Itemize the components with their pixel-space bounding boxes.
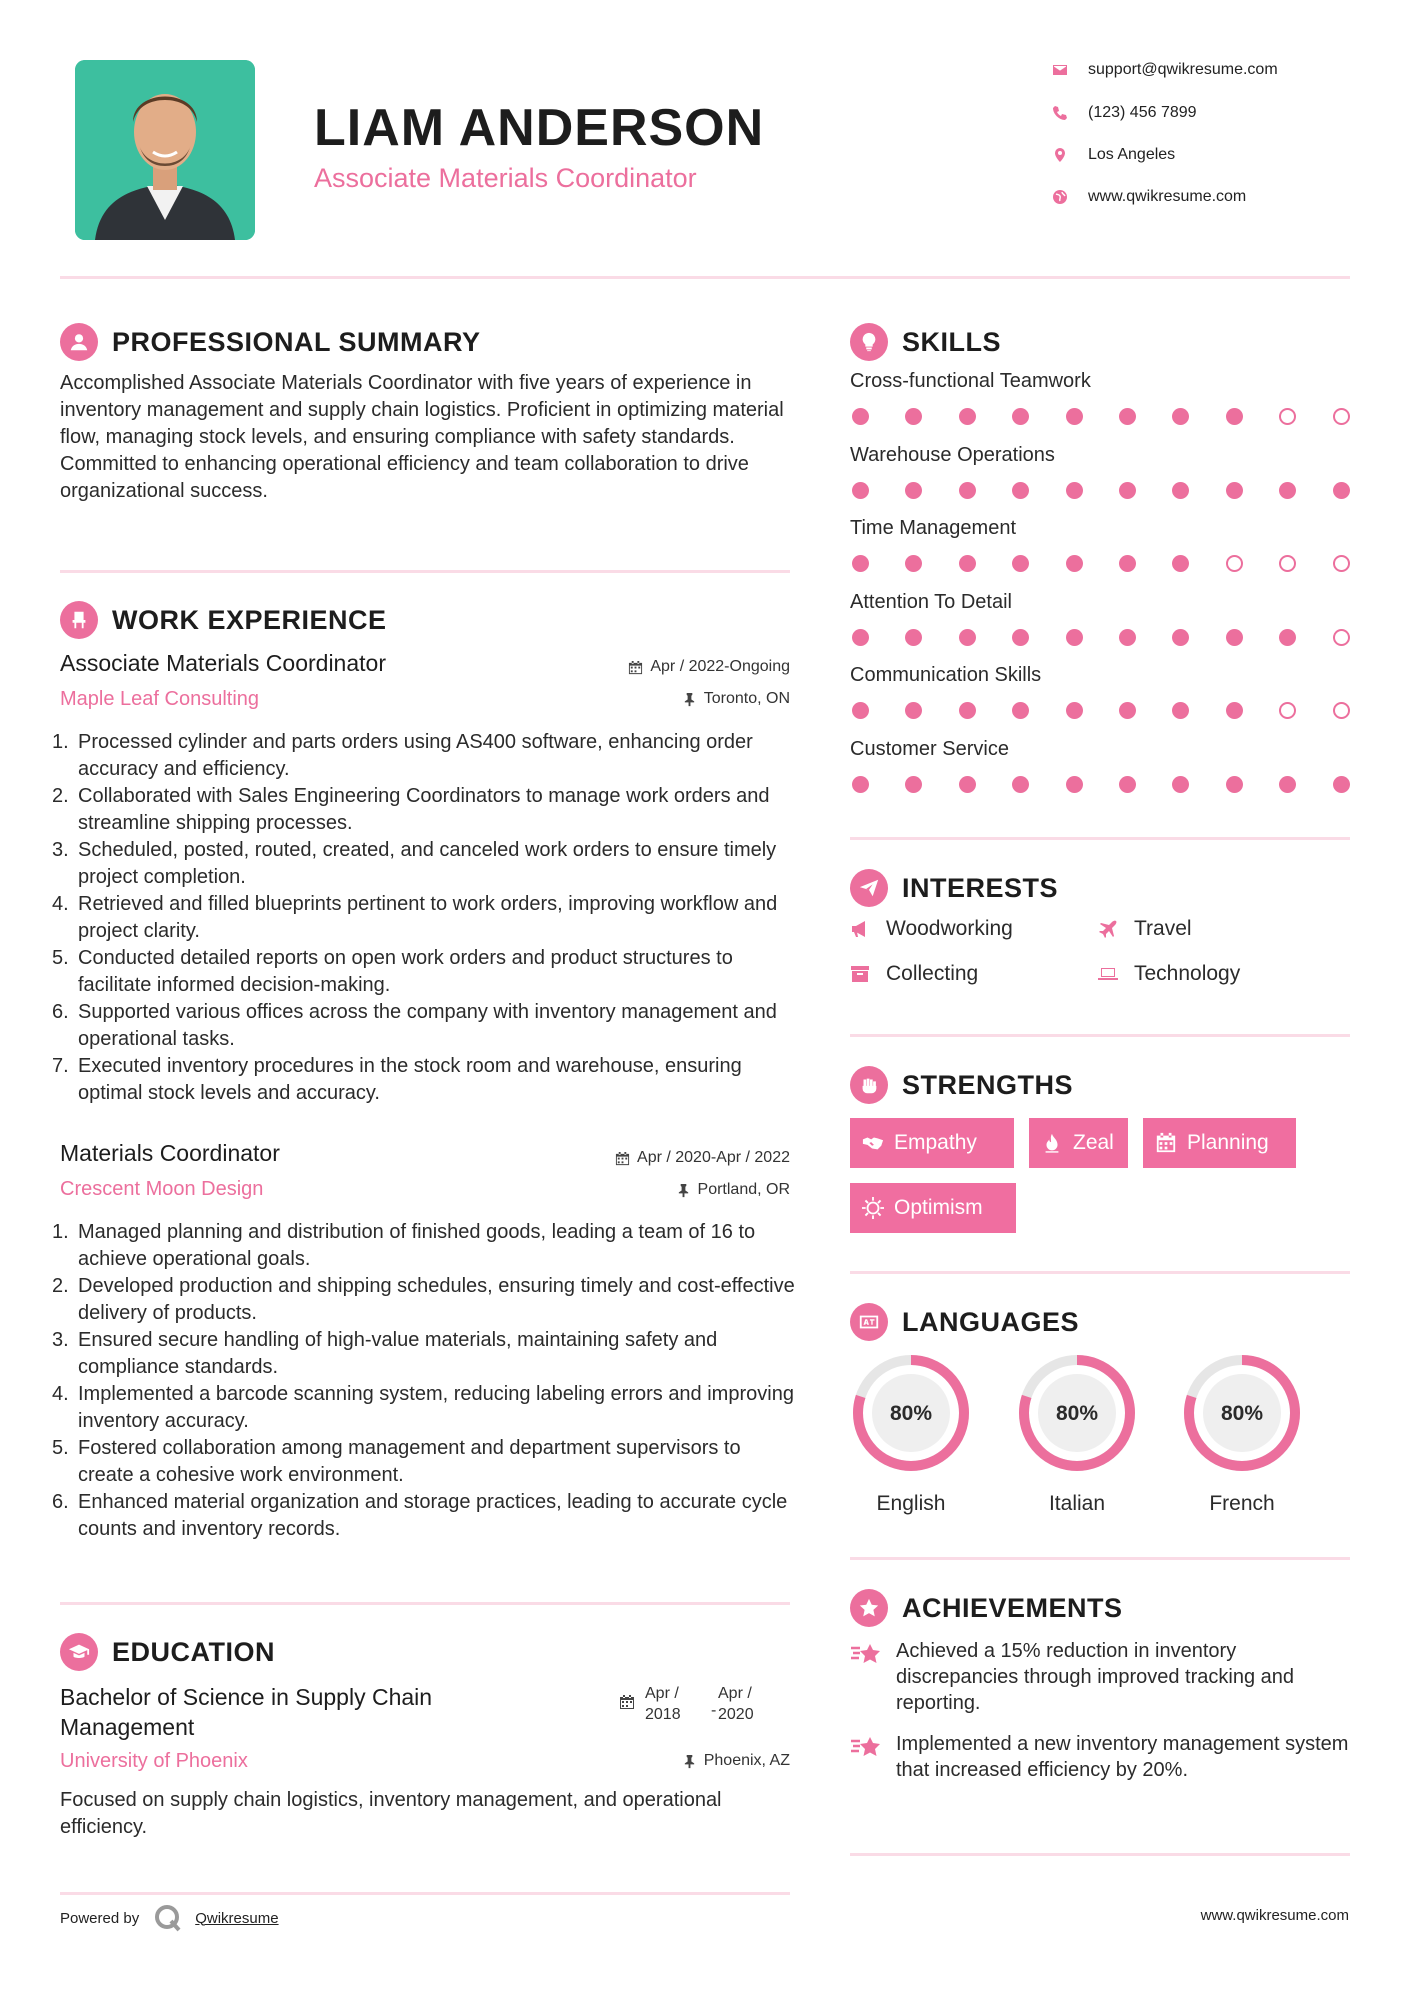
rating-dot-filled xyxy=(1226,776,1243,793)
rating-dot-filled xyxy=(959,776,976,793)
rating-dot-filled xyxy=(852,629,869,646)
rating-dot-filled xyxy=(852,408,869,425)
achievements-divider xyxy=(850,1853,1350,1856)
education-divider xyxy=(60,1892,790,1895)
degree-title xyxy=(60,1682,432,1742)
rating-dot-filled xyxy=(905,408,922,425)
language-percent: 80% xyxy=(889,1402,933,1425)
education-location: Phoenix, AZ xyxy=(682,1752,790,1770)
list-item: 2. Developed production and shipping schedules, ensuring timely and cost-effective delivery of products. xyxy=(52,1275,795,1324)
degree-line-2: Management xyxy=(60,1714,195,1740)
summary-text: Accomplished Associate Materials Coordinator with five years of experience in inventory management and supply chain logistics. Proficient in optimizing material flow, managing stock levels, and ensuring compliance with safety standards. Committed to enhancing operational efficiency and team collaboration to drive organizational success. xyxy=(60,372,784,502)
skill-name: Communication Skills xyxy=(850,664,1042,686)
skill-name: Customer Service xyxy=(850,737,1009,760)
rating-dot-filled xyxy=(905,629,922,646)
laptop-icon xyxy=(1098,964,1118,984)
job-location: Portland, OR xyxy=(676,1181,790,1199)
pin-icon xyxy=(682,1754,697,1769)
rating-dot-filled xyxy=(852,776,869,793)
list-item: 5. Conducted detailed reports on open work orders and product structures to facilitate informed decision-making. xyxy=(52,947,733,996)
interest-item: Collecting xyxy=(850,962,978,986)
strengths-divider xyxy=(850,1271,1350,1274)
calendar-icon xyxy=(628,660,643,675)
date-dash: - xyxy=(711,1702,717,1719)
rating-dot-filled xyxy=(1066,555,1083,572)
rating-dot-empty xyxy=(1226,555,1243,572)
graduation-icon xyxy=(60,1633,98,1671)
job-title: Materials Coordinator xyxy=(60,1140,280,1166)
rating-dot-filled xyxy=(905,555,922,572)
calendar-icon xyxy=(1155,1132,1177,1154)
shooting-star-icon xyxy=(850,1640,884,1668)
lightbulb-icon xyxy=(850,323,888,361)
achievements-heading: ACHIEVEMENTS xyxy=(850,1589,1123,1627)
skill-rating xyxy=(852,482,1350,499)
list-item: 1. Managed planning and distribution of finished goods, leading a team of 16 to achieve operational goals. xyxy=(52,1221,756,1270)
profile-photo xyxy=(75,60,255,240)
skills-heading: SKILLS xyxy=(850,323,1001,361)
contact-email-text: support@qwikresume.com xyxy=(1088,61,1278,78)
list-item: 6. Enhanced material organization and storage practices, leading to accurate cycle counts and inventory records. xyxy=(52,1491,788,1540)
list-item: 6. Supported various offices across the company with inventory management and operational tasks. xyxy=(52,1001,777,1050)
location-pin-icon xyxy=(1050,147,1088,163)
language-name: English xyxy=(876,1492,946,1515)
job-title: Associate Materials Coordinator xyxy=(60,650,386,676)
shooting-star-icon xyxy=(850,1733,884,1761)
education-end-date: Apr / 2020 xyxy=(718,1685,754,1723)
rating-dot-filled xyxy=(1012,482,1029,499)
fire-icon xyxy=(1041,1132,1063,1154)
strength-badge: Planning xyxy=(1143,1118,1296,1168)
contact-phone[interactable] xyxy=(1050,98,1197,128)
languages-divider xyxy=(850,1557,1350,1560)
rating-dot-filled xyxy=(1226,408,1243,425)
language-name: Italian xyxy=(1048,1492,1106,1515)
interest-item: Travel xyxy=(1098,917,1192,941)
candidate-title: Associate Materials Coordinator xyxy=(314,163,697,193)
degree-line-1: Bachelor of Science in Supply Chain xyxy=(60,1684,433,1710)
rating-dot-filled xyxy=(1012,629,1029,646)
job-company: Maple Leaf Consulting xyxy=(60,688,260,710)
achievement-item: Implemented a new inventory management system that increased efficiency by 20%. xyxy=(850,1731,1350,1783)
interest-item: Woodworking xyxy=(850,917,1013,941)
qwikresume-logo-icon xyxy=(153,1903,183,1933)
strength-badge: Zeal xyxy=(1029,1118,1128,1168)
rating-dot-filled xyxy=(959,629,976,646)
rating-dot-filled xyxy=(1119,702,1136,719)
contact-website[interactable] xyxy=(1050,182,1246,212)
rating-dot-filled xyxy=(1172,555,1189,572)
summary-divider xyxy=(60,570,790,573)
star-badge-icon xyxy=(850,1589,888,1627)
rating-dot-filled xyxy=(959,482,976,499)
rating-dot-filled xyxy=(1172,408,1189,425)
skill-name: Warehouse Operations xyxy=(850,443,1055,466)
rating-dot-filled xyxy=(1172,776,1189,793)
plane-icon xyxy=(1098,919,1118,939)
list-item: 4. Implemented a barcode scanning system, reducing labeling errors and improving inventory accuracy. xyxy=(52,1383,794,1432)
archive-box-icon xyxy=(850,964,870,984)
experience-divider xyxy=(60,1602,790,1605)
strength-badge: Empathy xyxy=(850,1118,1014,1168)
mail-icon xyxy=(1050,62,1088,78)
fist-icon xyxy=(850,1066,888,1104)
rating-dot-filled xyxy=(959,408,976,425)
rating-dot-filled xyxy=(1012,555,1029,572)
rating-dot-filled xyxy=(1226,629,1243,646)
rating-dot-filled xyxy=(1066,702,1083,719)
list-item: 3. Scheduled, posted, routed, created, and canceled work orders to ensure timely project completion. xyxy=(52,839,777,888)
strengths-heading: STRENGTHS xyxy=(850,1066,1073,1104)
contact-email[interactable] xyxy=(1050,55,1278,85)
achievement-item: Achieved a 15% reduction in inventory discrepancies through improved tracking and reporting. xyxy=(850,1638,1350,1716)
handshake-icon xyxy=(862,1132,884,1154)
skills-divider xyxy=(850,837,1350,840)
rating-dot-empty xyxy=(1279,702,1296,719)
rating-dot-filled xyxy=(1066,408,1083,425)
rating-dot-filled xyxy=(1226,482,1243,499)
rating-dot-filled xyxy=(1279,629,1296,646)
rating-dot-filled xyxy=(959,702,976,719)
skill-rating xyxy=(852,555,1350,572)
job-dates: Apr / 2022-Ongoing xyxy=(628,658,790,676)
rating-dot-empty xyxy=(1333,408,1350,425)
rating-dot-filled xyxy=(1119,776,1136,793)
rating-dot-filled xyxy=(1012,702,1029,719)
list-item: 5. Fostered collaboration among management and department supervisors to create a cohesive work environment. xyxy=(52,1437,741,1486)
rating-dot-filled xyxy=(1119,482,1136,499)
job-dates: Apr / 2020-Apr / 2022 xyxy=(615,1149,790,1167)
contact-website-text: www.qwikresume.com xyxy=(1088,188,1247,205)
skill-rating xyxy=(852,702,1350,719)
summary-heading: PROFESSIONAL SUMMARY xyxy=(60,323,481,361)
contact-phone-text: (123) 456 7899 xyxy=(1088,104,1197,121)
rating-dot-filled xyxy=(1066,482,1083,499)
rating-dot-empty xyxy=(1333,555,1350,572)
job-bullets xyxy=(52,1219,795,1543)
rating-dot-empty xyxy=(1333,629,1350,646)
list-item: 3. Ensured secure handling of high-value materials, maintaining safety and compliance standards. xyxy=(52,1329,718,1378)
rating-dot-filled xyxy=(1119,408,1136,425)
rating-dot-filled xyxy=(905,702,922,719)
rating-dot-filled xyxy=(1172,702,1189,719)
interests-divider xyxy=(850,1034,1350,1037)
list-item: 7. Executed inventory procedures in the stock room and warehouse, ensuring optimal stock levels and accuracy. xyxy=(52,1055,742,1104)
language-percent: 80% xyxy=(1055,1402,1099,1425)
calendar-icon xyxy=(615,1151,630,1166)
contact-location xyxy=(1050,140,1175,170)
rating-dot-filled xyxy=(1333,776,1350,793)
rating-dot-filled xyxy=(905,776,922,793)
school-name: University of Phoenix xyxy=(60,1750,248,1772)
skill-rating xyxy=(852,629,1350,646)
rating-dot-filled xyxy=(1066,776,1083,793)
job-location: Toronto, ON xyxy=(682,690,790,708)
candidate-name: LIAM ANDERSON xyxy=(314,99,765,157)
rating-dot-filled xyxy=(959,555,976,572)
job-company: Crescent Moon Design xyxy=(60,1178,264,1200)
rating-dot-filled xyxy=(1012,776,1029,793)
chair-icon xyxy=(60,601,98,639)
rating-dot-empty xyxy=(1333,702,1350,719)
rating-dot-filled xyxy=(1172,482,1189,499)
rating-dot-filled xyxy=(852,555,869,572)
experience-heading: WORK EXPERIENCE xyxy=(60,601,387,639)
education-heading: EDUCATION xyxy=(60,1633,275,1671)
rating-dot-filled xyxy=(1279,482,1296,499)
pin-icon xyxy=(676,1183,691,1198)
calendar-icon xyxy=(619,1694,635,1715)
rating-dot-filled xyxy=(1226,702,1243,719)
list-item: 4. Retrieved and filled blueprints pertinent to work orders, improving workflow and project clarity. xyxy=(52,893,778,942)
language-progress-ring xyxy=(850,1352,972,1474)
rating-dot-filled xyxy=(852,482,869,499)
rating-dot-filled xyxy=(1279,776,1296,793)
rating-dot-filled xyxy=(1333,482,1350,499)
skill-rating xyxy=(852,408,1350,425)
list-item: 2. Collaborated with Sales Engineering Coordinators to manage work orders and streamline shipping processes. xyxy=(52,785,770,834)
contact-location-text: Los Angeles xyxy=(1088,146,1176,163)
skill-name: Attention To Detail xyxy=(850,590,1012,613)
skill-rating xyxy=(852,776,1350,793)
job-bullets xyxy=(52,729,790,1107)
megaphone-icon xyxy=(850,919,870,939)
languages-heading: LANGUAGES xyxy=(850,1303,1079,1341)
education-text: Focused on supply chain logistics, inventory management, and operational efficiency. xyxy=(60,1789,722,1838)
strength-badge: Optimism xyxy=(850,1183,1016,1233)
pin-icon xyxy=(682,692,697,707)
interest-item: Technology xyxy=(1098,962,1240,986)
powered-by: Powered by Qwikresume xyxy=(60,1903,279,1933)
education-start-date: Apr / 2018 xyxy=(645,1685,681,1723)
footer-website[interactable]: www.qwikresume.com xyxy=(1200,1907,1349,1924)
rating-dot-filled xyxy=(1012,408,1029,425)
globe-icon xyxy=(1050,189,1088,205)
paper-plane-icon xyxy=(850,869,888,907)
rating-dot-filled xyxy=(1119,629,1136,646)
language-name: French xyxy=(1209,1492,1275,1515)
interests-heading: INTERESTS xyxy=(850,869,1058,907)
phone-icon xyxy=(1050,105,1088,121)
language-progress-ring xyxy=(1016,1352,1138,1474)
language-card-icon xyxy=(850,1303,888,1341)
rating-dot-filled xyxy=(1066,629,1083,646)
user-icon xyxy=(60,323,98,361)
skill-name: Cross-functional Teamwork xyxy=(850,370,1091,392)
skill-name: Time Management xyxy=(850,517,1016,539)
rating-dot-filled xyxy=(905,482,922,499)
rating-dot-empty xyxy=(1279,555,1296,572)
sun-icon xyxy=(862,1197,884,1219)
language-progress-ring xyxy=(1181,1352,1303,1474)
rating-dot-filled xyxy=(1172,629,1189,646)
language-percent: 80% xyxy=(1220,1402,1264,1425)
rating-dot-filled xyxy=(1119,555,1136,572)
header-divider xyxy=(60,276,1350,279)
rating-dot-filled xyxy=(852,702,869,719)
qwikresume-link[interactable]: Qwikresume xyxy=(195,1909,279,1927)
list-item: 1. Processed cylinder and parts orders using AS400 software, enhancing order accuracy and efficiency. xyxy=(52,731,753,780)
rating-dot-empty xyxy=(1279,408,1296,425)
